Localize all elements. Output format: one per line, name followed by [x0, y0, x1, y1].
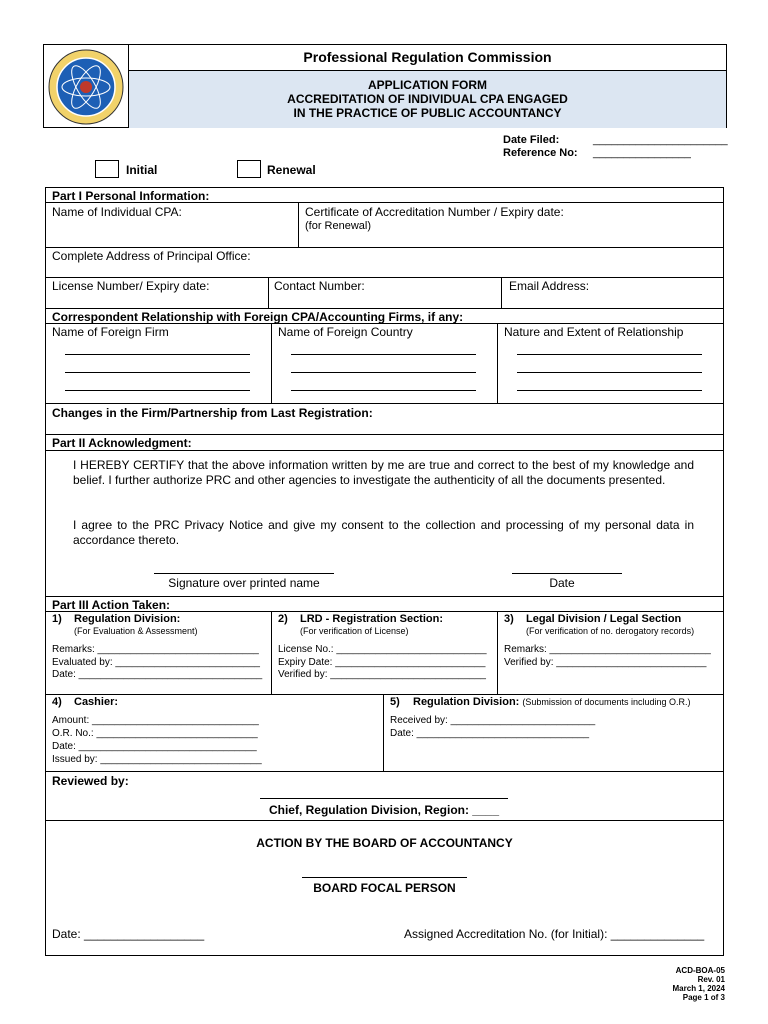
s1-sub: (For Evaluation & Assessment) [74, 626, 198, 636]
initial-checkbox[interactable] [95, 160, 119, 178]
rule [501, 277, 502, 308]
s3-sub: (For verification of no. derogatory records) [526, 626, 695, 636]
s3-remarks[interactable]: Remarks: _____________________________ [504, 644, 711, 655]
rule [383, 694, 384, 771]
s4-issued-by[interactable]: Issued by: _____________________________ [52, 754, 262, 765]
rule [45, 771, 724, 772]
date-filed-label: Date Filed: [503, 134, 560, 146]
form-title-3: IN THE PRACTICE OF PUBLIC ACCOUNTANCY [293, 106, 562, 120]
firm-line-2[interactable] [65, 372, 250, 373]
s5-title: Regulation Division: [413, 696, 520, 708]
rule [45, 434, 724, 435]
s5-sub: (Submission of documents including O.R.) [522, 697, 691, 707]
rule [497, 323, 498, 403]
signature-line[interactable] [154, 573, 334, 574]
rule [45, 202, 724, 203]
reviewed-heading: Reviewed by: [52, 774, 129, 788]
part2-heading: Part II Acknowledgment: [52, 436, 192, 450]
board-heading: ACTION BY THE BOARD OF ACCOUNTANCY [256, 836, 513, 850]
signature-label: Signature over printed name [168, 576, 320, 590]
license-label: License Number/ Expiry date: [52, 279, 210, 293]
firm-line-3[interactable] [65, 390, 250, 391]
cert-label: Certificate of Accreditation Number / Expiry date: [305, 205, 564, 219]
nature-label: Nature and Extent of Relationship [504, 325, 684, 339]
form-title-1: APPLICATION FORM [367, 78, 488, 92]
firm-line-1[interactable] [65, 354, 250, 355]
focal-signature-line[interactable] [302, 877, 467, 878]
s2-number: 2) [278, 613, 288, 625]
s3-verified-by[interactable]: Verified by: ___________________________ [504, 657, 707, 668]
rule [271, 323, 272, 403]
renewal-label: Renewal [267, 163, 316, 177]
nature-line-3[interactable] [517, 390, 702, 391]
cert-sublabel: (for Renewal) [305, 220, 372, 232]
rule [271, 611, 272, 694]
rule [45, 450, 724, 451]
rule [45, 820, 724, 821]
footer-page: Page 1 of 3 [682, 993, 725, 1002]
rule [298, 202, 299, 247]
rule [45, 308, 724, 309]
part1-heading: Part I Personal Information: [52, 189, 210, 203]
ack-date-label: Date [549, 576, 575, 590]
s2-verified-by[interactable]: Verified by: ____________________________ [278, 669, 486, 680]
reference-field[interactable]: ________________ [593, 147, 691, 159]
s3-number: 3) [504, 613, 514, 625]
s1-number: 1) [52, 613, 62, 625]
nature-line-2[interactable] [517, 372, 702, 373]
changes-heading: Changes in the Firm/Partnership from Last Registration: [52, 406, 373, 420]
rule [45, 611, 724, 612]
footer-date: March 1, 2024 [672, 984, 725, 993]
rule [45, 596, 724, 597]
board-date-field[interactable]: Date: __________________ [52, 927, 205, 941]
s4-date[interactable]: Date: ________________________________ [52, 741, 257, 752]
contact-label: Contact Number: [274, 279, 365, 293]
cpa-name-label: Name of Individual CPA: [52, 205, 182, 219]
focal-label: BOARD FOCAL PERSON [313, 881, 456, 895]
rule [45, 323, 724, 324]
foreign-firm-label: Name of Foreign Firm [52, 325, 169, 339]
initial-label: Initial [126, 163, 158, 177]
renewal-checkbox[interactable] [237, 160, 261, 178]
s5-date[interactable]: Date: _______________________________ [390, 728, 590, 739]
s1-title: Regulation Division: [74, 613, 181, 625]
date-filed-field[interactable]: ______________________ [593, 134, 728, 146]
certify-paragraph: I HEREBY CERTIFY that the above information written by me are true and correct to the best of my knowledge and belief. I further authorize PRC and other agencies to investigate the authenticity of all the documents presented. [73, 458, 694, 487]
s3-title: Legal Division / Legal Section [526, 613, 682, 625]
email-label: Email Address: [509, 279, 590, 293]
reference-label: Reference No: [503, 147, 578, 159]
country-line-3[interactable] [291, 390, 476, 391]
s4-number: 4) [52, 696, 62, 708]
rule [268, 277, 269, 308]
s4-amount[interactable]: Amount: ______________________________ [52, 715, 259, 726]
privacy-paragraph: I agree to the PRC Privacy Notice and give my consent to the collection and processing of my personal data in accordance thereto. [73, 518, 694, 547]
form-title-2: ACCREDITATION OF INDIVIDUAL CPA ENGAGED [287, 92, 568, 106]
s4-or-no[interactable]: O.R. No.: _____________________________ [52, 728, 258, 739]
country-line-2[interactable] [291, 372, 476, 373]
s1-remarks[interactable]: Remarks: _____________________________ [52, 644, 259, 655]
country-line-1[interactable] [291, 354, 476, 355]
s5-received-by[interactable]: Received by: __________________________ [390, 715, 596, 726]
rule [45, 694, 724, 695]
rule [45, 247, 724, 248]
org-name: Professional Regulation Commission [303, 49, 552, 65]
ack-date-line[interactable] [512, 573, 622, 574]
rule [497, 611, 498, 694]
rule [45, 277, 724, 278]
s2-title: LRD - Registration Section: [300, 613, 444, 625]
assigned-accreditation-field[interactable]: Assigned Accreditation No. (for Initial): ______________ [404, 927, 705, 941]
s1-evaluated-by[interactable]: Evaluated by: __________________________ [52, 657, 260, 668]
chief-label: Chief, Regulation Division, Region: ____ [268, 803, 500, 817]
part3-heading: Part III Action Taken: [52, 598, 171, 612]
s1-date[interactable]: Date: _________________________________ [52, 669, 263, 680]
chief-signature-line[interactable] [260, 798, 508, 799]
s2-license-no[interactable]: License No.: ___________________________ [278, 644, 487, 655]
rule [45, 403, 724, 404]
foreign-country-label: Name of Foreign Country [278, 325, 413, 339]
footer-code: ACD-BOA-05 [675, 966, 725, 975]
prc-seal-logo [47, 48, 125, 126]
s4-title: Cashier: [74, 696, 119, 708]
address-label: Complete Address of Principal Office: [52, 249, 251, 263]
s5-number: 5) [390, 696, 400, 708]
s2-expiry-date[interactable]: Expiry Date: ___________________________ [278, 657, 486, 668]
footer-rev: Rev. 01 [697, 975, 725, 984]
s2-sub: (For verification of License) [300, 626, 409, 636]
nature-line-1[interactable] [517, 354, 702, 355]
s5-heading [413, 696, 690, 708]
correspondent-heading: Correspondent Relationship with Foreign CPA/Accounting Firms, if any: [52, 310, 464, 324]
